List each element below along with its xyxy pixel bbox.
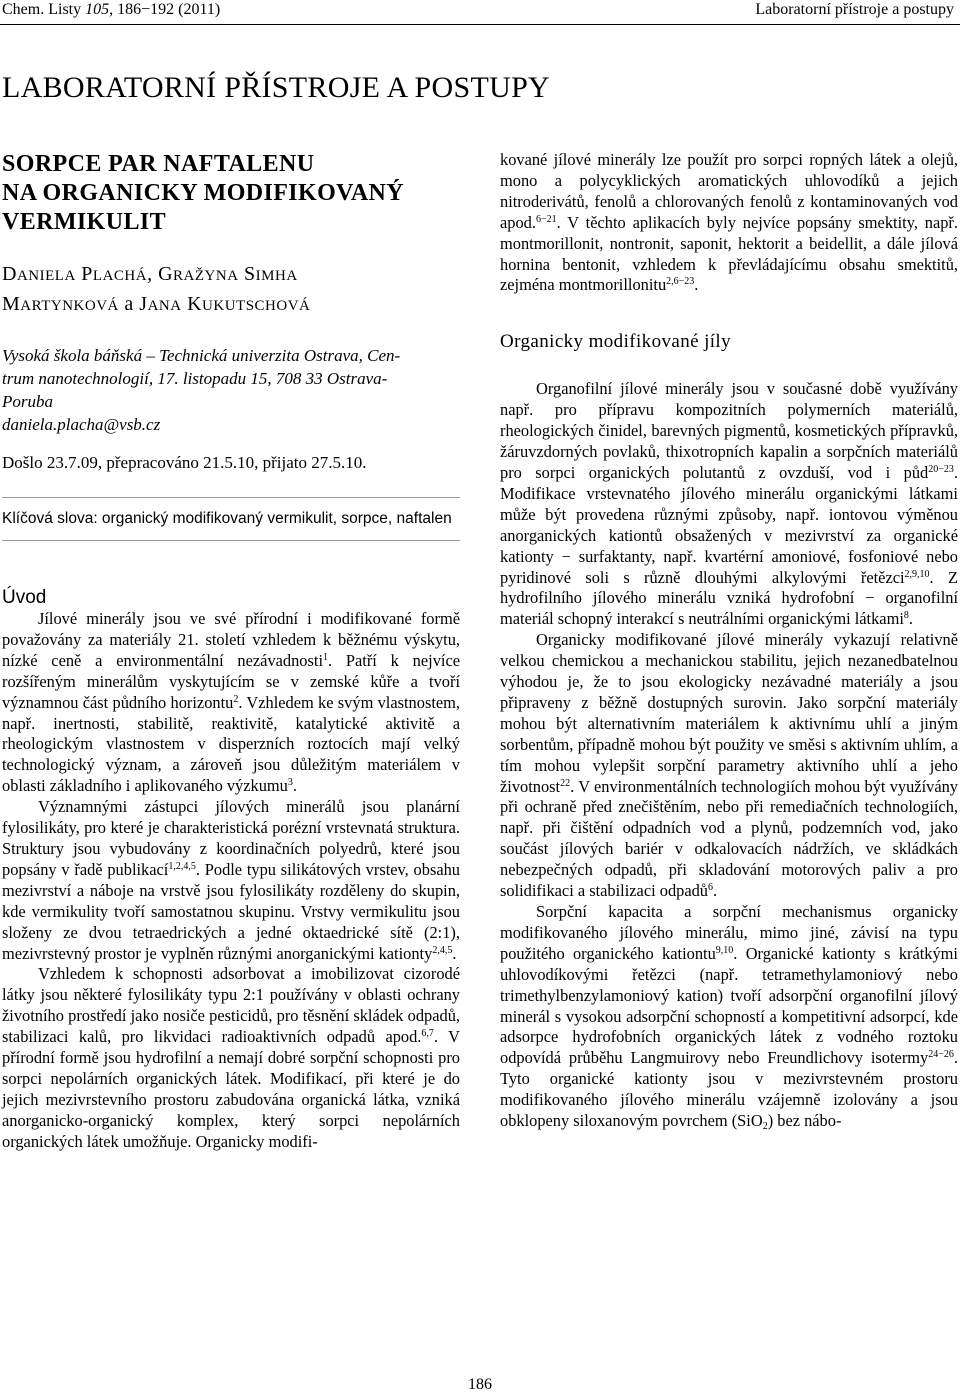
keywords: Klíčová slova: organický modifikovaný vermikulit, sorpce, naftalen [2, 510, 452, 527]
author-name: MARTYNKOVÁ [2, 293, 119, 315]
left-column [2, 150, 460, 1153]
clays-paragraph-2: Organicky modifikované jílové minerály vykazují relativně velkou chemickou a mechanickou stabilitu, jejich nezanedbatelnou výhodou je, že to jsou ekologicky nezávadné materiály a jsou připraveny z běžně dostupných surovin. Jako sorpční materiály mohou být alternativním materiálem k aktivnímu uhlí a jiným sorbentům, případně mohou být použity ve směsi s aktivním uhlím, a tím mohou vylepšit sorpční parametry aktivního uhlí a jeho životnost$^{22}$. V environmentálních technologiích mohou být využívány při ochraně před znečištěním, nebo při remediačních technologiích, např. při čištění odpadních vod a plynů, podzemních vod, jako součást jílových bariér v odkalovacích nádržích, ve skládkách nebezpečných odpadů, při skladování motorových paliv a pro solidifikaci a stabilizaci odpadů$^6$. [500, 630, 958, 901]
clays-paragraph-3: Sorpční kapacita a sorpční mechanismus organicky modifikovaného jílového minerálu, mimo jiné, závisí na typu použitého organického kationtu$^{9,10}$. Organické kationty s krátkými uhlovodíkovými řetězci (např. tetramethylamoniový nebo trimethylbenzylamoniový kation) tvoří adsorpční organofilní jílový minerál s vysokou adsorpční schopností a kompetitivní adsorpcí, kde adsorpce hydrofobních organických látek z vodného roztoku odpovídá průběhu Langmuirovy nebo Freundlichovy isotermy$^{24-26}$. Tyto organické kationty jsou v mezivrstevném prostoru modifikovaného jílového minerálu vzájemně izolovány a jsou obklopeny siloxanovým povrchem (SiO$_2$) bez nábo- [500, 902, 958, 1133]
header-rule [0, 24, 960, 25]
continued-paragraph: kované jílové minerály lze použít pro sorpci ropných látek a olejů, mono a polycyklických aromatických uhlovodíků a jejich nitroderivátů, fenolů a chlorovaných fenolů z kontaminovaných vod apod.$^{6-21}$. V těchto aplikacích byly nejvíce popsány smektity, např. montmorillonit, nontronit, saponit, hektorit a beidellit, a dále jílová hornina bentonit, vzhledem k převládajícímu obsahu smektitů, zejména montmorillonitu$^{2,6-23}$. [500, 150, 958, 295]
intro-paragraph-1: Jílové minerály jsou ve své přírodní i modifikované formě považovány za materiály 21. století vzhledem k běžnému výskytu, nízké ceně a environmentální nezávadnosti$^1$. Patří k nejvíce rozšířeným minerálům vyskytujícím se v zemské kůře a tvoří významnou část půdního horizontu$^2$. Vzhledem ke svým vlastnostem, např. inertnosti, stabilitě, reaktivitě, katalytické aktivitě a rheologickým vlastnostem v disperzních roztocích mají velký technologický význam, a zároveň jsou důležitým materiálem v oblasti základního i aplikovaného výzkumu$^3$. [2, 609, 461, 796]
heading-introduction: Úvod [2, 587, 47, 608]
keywords-bottom-rule [2, 540, 460, 541]
author-name: , GRAŽYNA SIMHA [147, 263, 298, 285]
affiliation: Vysoká škola báňská – Technická univerzita Ostrava, Cen- trum nanotechnologií, 17. listopadu 15, 708 33 Ostrava- Poruba daniela.placha@vsb.cz [2, 346, 401, 434]
intro-paragraph-3: Vzhledem k schopnosti adsorbovat a imobilizovat cizorodé látky jsou některé fylosilikáty typu 2:1 používány v oblasti ochrany životního prostředí jako nosiče pesticidů, pro těsnění skládek odpadů, stabilizaci kalů, pro likvidaci radioaktivních odpadů apod.$^{6,7}$. V přírodní formě jsou hydrofilní a nemají dobré sorpční schopnosti pro sorpci nepolárních organických látek. Modifikací, při které je do jejich mezivrstevního prostoru zabudována organická látka, vzniká anorganicko-organický komplex, který sorpci nepolárních organických látek umožňuje. Organicky modifi- [2, 964, 460, 1151]
intro-paragraph-2: Významnými zástupci jílových minerálů jsou planární fylosilikáty, pro které je charakteristická porézní vrstevnatá struktura. Struktury jsou vybudovány z koordinačních polyedrů, které jsou popsány v řadě publikací$^{1,2,4,5}$. Podle typu silikátových vrstev, obsahu mezivrství a náboje na vrstvě jsou fylosilikáty rozděleny do skupin, kde vermikulity tvoří samostatnou skupinu. Vrstvy vermikulitu jsou složeny ze dvou tetraedrických a jedné oktaedrické sítě (2:1), mezivrstevný prostor je vyplněn různými anorganickými kationty$^{2,4,5}$. [2, 797, 460, 963]
heading-organically-modified-clays: Organicky modifikované jíly [500, 331, 732, 353]
author-name: a JANA KUKUTSCHOVÁ [118, 293, 311, 315]
author-email: daniela.placha@vsb.cz [2, 415, 161, 434]
running-header-section: Laboratorní přístroje a postupy [755, 1, 954, 18]
received-dates: Došlo 23.7.09, přepracováno 21.5.10, přijato 27.5.10. [2, 453, 367, 472]
article-title: SORPCE PAR NAFTALENU NA ORGANICKY MODIFIKOVANÝ VERMIKULIT [2, 151, 405, 235]
journal-volume: 105 [85, 1, 110, 18]
keywords-top-rule [2, 497, 460, 498]
right-column [500, 150, 958, 1132]
clays-paragraph-1: Organofilní jílové minerály jsou v současné době využívány např. pro přípravu kompozitních polymerních materiálů, rheologických činidel, barevných pigmentů, kosmetických přípravků, žáruvzdorných povlaků, thixotropních kapalin a sorpčních materiálů pro sorpci organických polutantů z ovzduší, vod i půd$^{20-23}$. Modifikace vrstevnatého jílového minerálu organickými látkami může být provedena různými způsoby, např. iontovou výměnou anorganických kationtů obsažených v mezivrství za organické kationty − surfaktanty, např. kvartérní amoniové, fosfoniové nebo pyridinové soli s různě dlouhými alkylovými řetězci$^{2,9,10}$. Z hydrofilního jílového minerálu vzniká hydrofobní − organofilní materiál schopný interakcí s neutrálními organickými látkami$^8$. [500, 379, 958, 629]
author-list [2, 260, 460, 320]
running-header-journal: Chem. Listy 105, 186−192 (2011) [2, 1, 221, 18]
author-name: DANIELA PLACHÁ [2, 263, 148, 285]
page-number: 186 [468, 1376, 492, 1393]
section-title: LABORATORNÍ PŘÍSTROJE A POSTUPY [2, 71, 551, 104]
